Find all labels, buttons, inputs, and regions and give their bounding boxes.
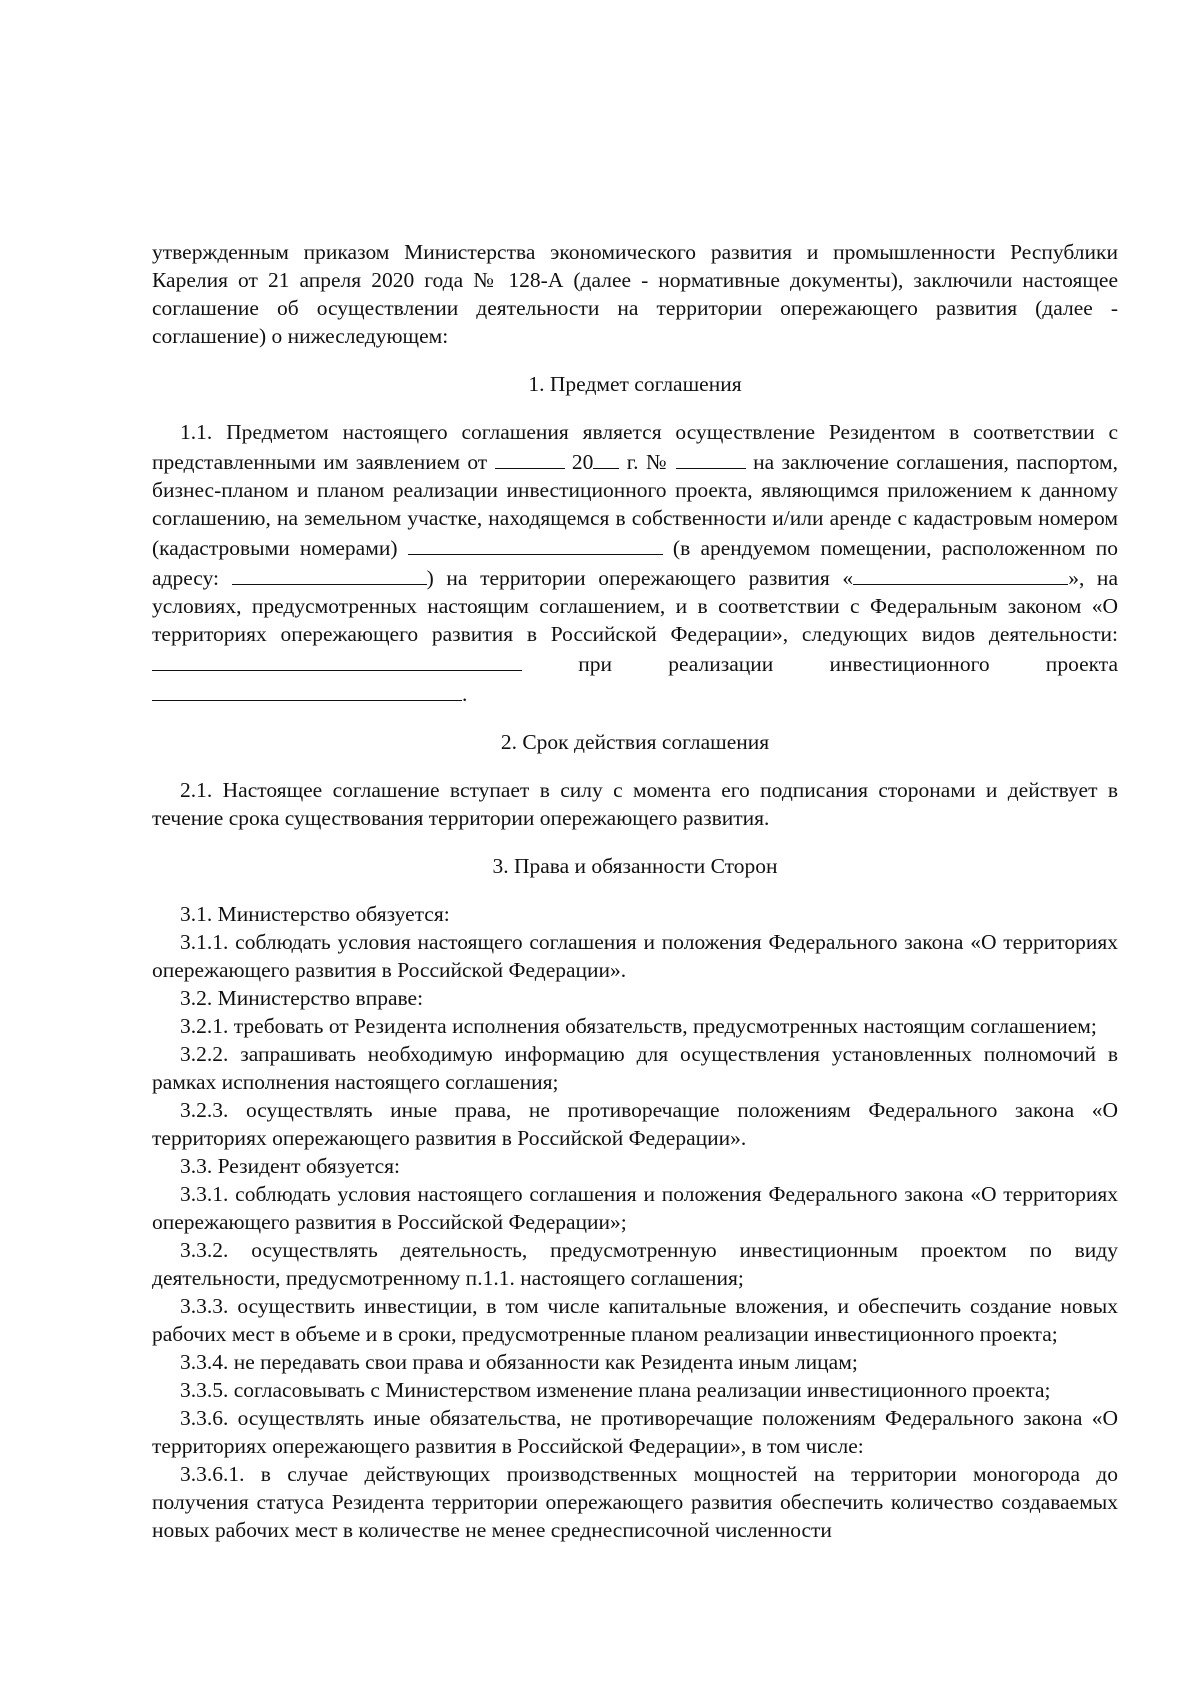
clause-3-3-5: 3.3.5. согласовывать с Министерством изменение плана реализации инвестиционного проекта;	[180, 1378, 1051, 1402]
section-2-heading: 2. Срок действия соглашения	[500, 730, 770, 754]
clause-3-3-6-1: 3.3.6.1. в случае действующих производственных мощностей на территории моногорода до получения статуса Резидента территории опережающего развития обеспечить количество создаваемых новых рабочих мест в количестве не менее среднесписочной численности	[152, 1462, 1118, 1542]
text-fragment: (в арендуемом помещении, расположенном по адресу:	[152, 536, 1118, 590]
clause-3-3: 3.3. Резидент обязуется:	[180, 1154, 401, 1178]
blank-date-field	[495, 446, 565, 469]
clause-3-3-2: 3.3.2. осуществлять деятельность, предусмотренную инвестиционным проектом по виду деятельности, предусмотренному п.1.1. настоящего соглашения;	[152, 1238, 1118, 1290]
section-1-heading: 1. Предмет соглашения	[528, 372, 742, 396]
clause-3-2: 3.2. Министерство вправе:	[180, 986, 424, 1010]
clause-3-1: 3.1. Министерство обязуется:	[180, 902, 450, 926]
blank-activity-field	[152, 648, 522, 671]
section-1-paragraph-1-1	[152, 418, 1118, 708]
text-fragment: ) на территории опережающего развития «	[426, 566, 854, 590]
text-fragment: .	[462, 682, 468, 706]
blank-cadastral-field	[408, 532, 663, 555]
text-fragment: при реализации инвестиционного проекта	[522, 652, 1118, 676]
text-fragment: на заключение соглашения, паспортом, бизнес-планом и планом реализации инвестиционного проекта, являющимся приложением к данному соглашению, на земельном участке, находящемся в собственности и/или аренде с кадастровым номером (кадастровыми номерами)	[152, 450, 1119, 560]
clause-3-3-1: 3.3.1. соблюдать условия настоящего соглашения и положения Федерального закона «О территориях опережающего развития в Российской Федерации»;	[152, 1182, 1118, 1234]
clause-3-2-3: 3.2.3. осуществлять иные права, не противоречащие положениям Федерального закона «О территориях опережающего развития в Российской Федерации».	[152, 1098, 1118, 1150]
section-3-heading: 3. Права и обязанности Сторон	[492, 854, 778, 878]
clause-3-1-1: 3.1.1. соблюдать условия настоящего соглашения и положения Федерального закона «О территориях опережающего развития в Российской Федерации».	[152, 930, 1118, 982]
text-fragment: », на условиях, предусмотренных настоящим соглашением, и в соответствии с Федеральным законом «О территориях опережающего развития в Российской Федерации», следующих видов деятельности:	[152, 566, 1118, 646]
text-fragment: г. №	[619, 450, 676, 474]
blank-address-field	[232, 562, 427, 585]
document-page	[152, 238, 1118, 1544]
clause-3-3-3: 3.3.3. осуществить инвестиции, в том числе капитальные вложения, и обеспечить создание новых рабочих мест в объеме и в сроки, предусмотренные планом реализации инвестиционного проекта;	[152, 1294, 1118, 1346]
clause-3-3-4: 3.3.4. не передавать свои права и обязанности как Резидента иным лицам;	[180, 1350, 858, 1374]
clause-3-3-6: 3.3.6. осуществлять иные обязательства, не противоречащие положениям Федерального закона «О территориях опережающего развития в Российской Федерации», в том числе:	[152, 1406, 1118, 1458]
blank-number-field	[676, 446, 746, 469]
blank-year-field	[593, 446, 619, 469]
section-2-paragraph-2-1: 2.1. Настоящее соглашение вступает в силу с момента его подписания сторонами и действует в течение срока существования территории опережающего развития.	[152, 778, 1118, 830]
intro-paragraph: утвержденным приказом Министерства экономического развития и промышленности Республики Карелия от 21 апреля 2020 года № 128-А (далее - нормативные документы), заключили настоящее соглашение об осуществлении деятельности на территории опережающего развития (далее - соглашение) о нижеследующем:	[152, 240, 1118, 348]
blank-territory-field	[853, 562, 1068, 585]
clause-3-2-1: 3.2.1. требовать от Резидента исполнения обязательств, предусмотренных настоящим соглашением;	[180, 1014, 1097, 1038]
text-fragment: 20	[564, 450, 594, 474]
blank-project-field	[152, 678, 462, 701]
text-fragment: 1.1. Предметом настоящего соглашения является осуществление Резидентом в соответствии с представленными им заявлением от	[152, 420, 1118, 474]
clause-3-2-2: 3.2.2. запрашивать необходимую информацию для осуществления установленных полномочий в рамках исполнения настоящего соглашения;	[152, 1042, 1118, 1094]
